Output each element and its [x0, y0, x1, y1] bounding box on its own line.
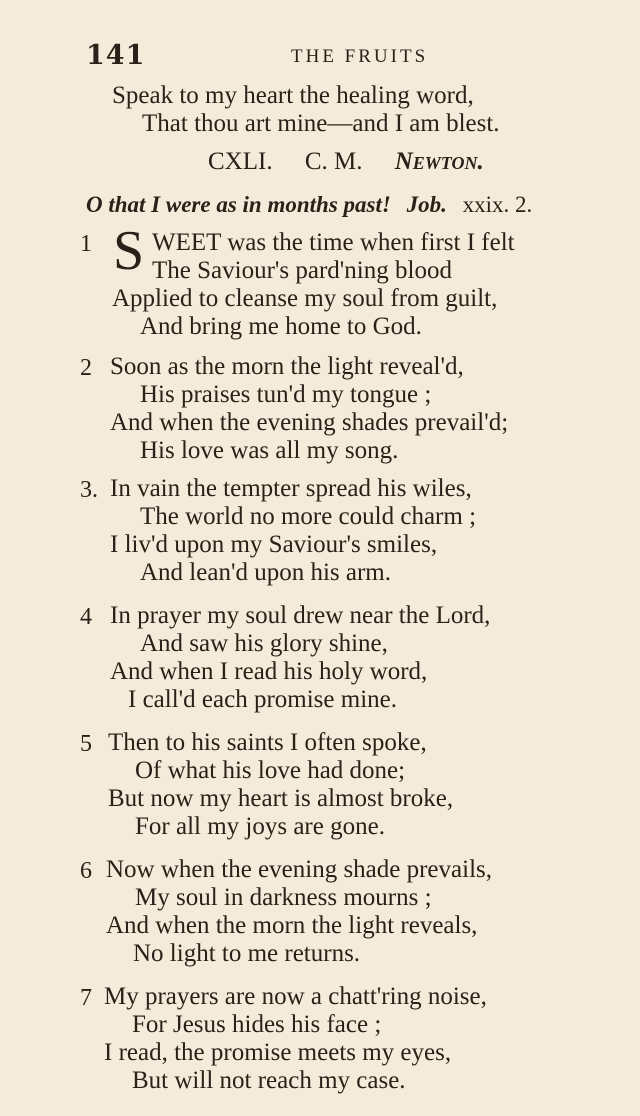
verse-line: Soon as the morn the light reveal'd,: [110, 353, 464, 380]
verse-line: I liv'd upon my Saviour's smiles,: [110, 531, 438, 558]
stanza-number: 2: [80, 355, 92, 381]
verse-line: In prayer my soul drew near the Lord,: [110, 602, 491, 629]
verse-line: In vain the tempter spread his wiles,: [110, 475, 472, 502]
page-header: [86, 40, 606, 74]
verse-line: And saw his glory shine,: [140, 630, 388, 657]
verse-line: Of what his love had done;: [135, 757, 406, 784]
hymn-number: CXLI.: [208, 148, 273, 175]
stanza-number: 1: [80, 231, 92, 257]
stanza-number: 3.: [80, 477, 98, 503]
verse-line: I call'd each promise mine.: [128, 686, 397, 713]
verse-line: For Jesus hides his face ;: [132, 1011, 382, 1038]
stanza-number: 4: [80, 604, 92, 630]
verse-line: His praises tun'd my tongue ;: [140, 381, 432, 408]
verse-line: My prayers are now a chatt'ring noise,: [104, 983, 487, 1010]
verse-line: I read, the promise meets my eyes,: [104, 1039, 452, 1066]
verse-line: My soul in darkness mourns ;: [135, 884, 432, 911]
verse-line: His love was all my song.: [140, 437, 399, 464]
scripture-quote: O that I were as in months past!: [86, 192, 391, 217]
scripture-chapter: xxix. 2.: [462, 192, 533, 217]
verse-line: But now my heart is almost broke,: [108, 785, 454, 812]
hymn-meter: C. M.: [304, 148, 363, 175]
page-number: 141: [86, 40, 146, 71]
stanza-number: 7: [80, 985, 92, 1011]
scripture-reference: [86, 192, 532, 218]
carryover-line-1: Speak to my heart the healing word,: [112, 82, 474, 109]
verse-line: Now when the evening shade prevails,: [106, 856, 492, 883]
verse-line: No light to me returns.: [133, 940, 361, 967]
stanza-number: 6: [80, 858, 92, 884]
verse-line: And lean'd upon his arm.: [140, 559, 391, 586]
hymn-heading: [208, 148, 484, 176]
stanza-number: 5: [80, 731, 92, 757]
verse-line: For all my joys are gone.: [135, 813, 385, 840]
verse-line: The Saviour's pard'ning blood: [152, 257, 452, 284]
verse-line: And bring me home to God.: [140, 313, 422, 340]
verse-line: Then to his saints I often spoke,: [108, 729, 427, 756]
verse-line: Applied to cleanse my soul from guilt,: [112, 285, 498, 312]
hymn-author: Newton.: [394, 148, 484, 175]
drop-cap: S: [113, 220, 145, 282]
verse-line: WEET was the time when first I felt: [152, 229, 515, 256]
verse-line: The world no more could charm ;: [140, 503, 477, 530]
verse-line: And when the evening shades prevail'd;: [110, 409, 509, 436]
verse-line: And when I read his holy word,: [110, 658, 428, 685]
carryover-line-2: That thou art mine—and I am blest.: [142, 110, 500, 137]
verse-line: And when the morn the light reveals,: [106, 912, 478, 939]
verse-line: But will not reach my case.: [132, 1067, 406, 1094]
scripture-book: Job.: [406, 192, 447, 217]
running-title: THE FRUITS: [291, 46, 429, 67]
